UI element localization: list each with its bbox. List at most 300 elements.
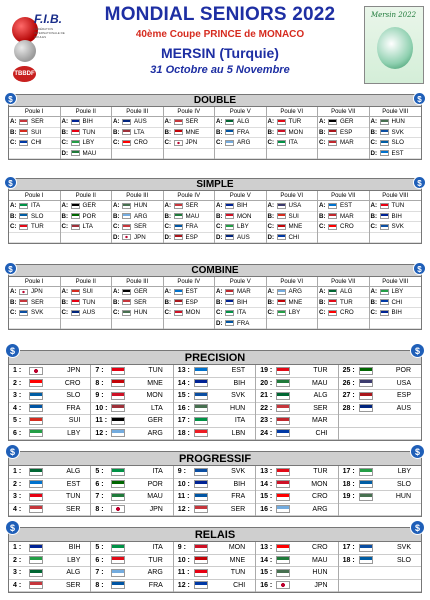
flag-icon-chi [19, 140, 28, 146]
pool-row-letter: C: [216, 309, 223, 317]
pool-row [9, 212, 60, 223]
pool-row [9, 117, 60, 128]
pool-row [318, 212, 369, 223]
flag-icon-ita [19, 203, 28, 209]
pools-grid [9, 191, 421, 243]
pool-row-country: MNE [288, 298, 303, 306]
pool-row-country: ARG [288, 288, 302, 296]
pool-row [164, 128, 215, 139]
dollar-badge-icon: $ [5, 343, 20, 358]
page-title: MONDIAL SENIORS 2022 [104, 4, 336, 25]
pool-row [370, 298, 422, 309]
list-row-number: 25 : [342, 367, 355, 375]
pool-row-country: MNE [288, 223, 303, 231]
flag-icon-aus [359, 404, 373, 412]
pools-grid [9, 277, 421, 329]
list-row-country: ALG [66, 468, 81, 476]
pool-row-country: SUI [82, 288, 93, 296]
pool-row-letter: B: [10, 298, 17, 306]
flag-icon-jpn [276, 581, 290, 589]
list-row [91, 479, 172, 492]
flag-icon-usa [359, 379, 373, 387]
list-row [174, 390, 255, 403]
pool-row-letter: A: [216, 118, 223, 126]
pool-row-country: BIH [237, 202, 248, 210]
flag-icon-ser [19, 119, 28, 125]
flag-icon-bih [29, 544, 43, 552]
pool-column [9, 277, 61, 329]
section-precision [8, 346, 422, 441]
pool-row-country: AUS [134, 118, 147, 126]
pool-row [164, 233, 215, 244]
list-row-country: TUR [313, 367, 328, 375]
list-row-country: SER [230, 505, 246, 513]
pool-row-letter: C: [10, 139, 17, 147]
pool-row-country: CHI [31, 139, 42, 147]
pool-row [61, 138, 112, 149]
flag-icon-tun [71, 129, 80, 135]
pool-row-country: GER [340, 118, 354, 126]
list-row-number: 13 : [260, 544, 273, 552]
pool-row [267, 222, 318, 233]
flag-icon-lby [380, 289, 389, 295]
pool-row-country: ARG [237, 139, 251, 147]
pool-row [9, 138, 60, 149]
list-row-number: 8 : [95, 505, 104, 513]
flag-icon-bih [380, 310, 389, 316]
pool-row [61, 201, 112, 212]
list-row-number: 15 : [260, 569, 273, 577]
list-row-country: ITA [234, 417, 246, 425]
list-row-country: ESP [396, 392, 411, 400]
list-row-number: 3 : [13, 569, 22, 577]
flag-icon-por [71, 213, 80, 219]
pool-row-country: SVK [31, 309, 44, 317]
pool-row-country: MON [185, 309, 200, 317]
pool-row-letter: B: [61, 128, 69, 136]
list-row-number: 20 : [260, 379, 273, 387]
list-row-number: 15 : [260, 493, 273, 501]
list-row-country: AUS [396, 404, 411, 412]
pool-row-country: HUN [134, 202, 148, 210]
pool-row-letter: C: [370, 309, 378, 317]
pool-row [318, 308, 369, 319]
flag-icon-chi [380, 299, 389, 305]
pool-row-country: JPN [134, 233, 146, 241]
mersin-logo-text: Mersin 2022 [371, 11, 417, 19]
pool-row-country: CHI [288, 233, 300, 241]
pool-row-country: SER [134, 298, 147, 306]
pool-row [9, 128, 60, 139]
pool-row-country: SER [185, 202, 199, 210]
pool-row [164, 298, 215, 309]
list-row [174, 428, 255, 441]
flag-icon-ser [19, 299, 28, 305]
flag-icon-mon [225, 213, 234, 219]
list-row [256, 491, 337, 504]
flag-icon-arg [122, 213, 131, 219]
list-row-country: HUN [395, 493, 411, 501]
flag-icon-ser [122, 224, 131, 230]
pool-row-letter: B: [216, 298, 223, 306]
list-row-number: 4 : [13, 581, 22, 589]
list-row [339, 365, 421, 378]
pool-row-country: GER [82, 202, 96, 210]
pool-header: Poule IV [164, 277, 215, 287]
list-column [9, 365, 91, 440]
list-row [9, 466, 90, 479]
flag-icon-est [194, 367, 208, 375]
list-row-country: LBY [67, 556, 81, 564]
pool-row [112, 222, 163, 233]
pool-row-letter: B: [267, 128, 275, 136]
flag-icon-svk [380, 129, 389, 135]
pool-row [267, 201, 318, 212]
pool-row [164, 117, 215, 128]
pool-row-country: FRA [237, 128, 250, 136]
flag-icon-mau [276, 379, 290, 387]
pool-row [318, 287, 369, 298]
list-row-country: LBN [231, 429, 246, 437]
pool-row [215, 138, 266, 149]
flag-icon-cro [328, 310, 337, 316]
pool-row [215, 308, 266, 319]
list-row-number: 10 : [177, 556, 190, 564]
list-row-country: JPN [314, 581, 328, 589]
flag-icon-usa [277, 203, 286, 209]
pool-row [318, 149, 369, 160]
list-column [91, 365, 173, 440]
list-row [9, 555, 90, 568]
flag-icon-ser [29, 581, 43, 589]
list-column [174, 542, 256, 592]
pool-row-country: MNE [185, 128, 200, 136]
pool-column [9, 191, 61, 243]
list-column [339, 466, 421, 516]
list-row [174, 491, 255, 504]
list-row-country: MON [311, 480, 328, 488]
list-row-country: EST [231, 367, 246, 375]
list-row-number: 28 : [342, 404, 355, 412]
pool-row-letter: C: [319, 223, 326, 231]
flag-icon-arg [225, 140, 234, 146]
list-row [256, 567, 337, 580]
list-row-country: POR [147, 480, 163, 488]
list-row-number: 6 : [13, 429, 22, 437]
flag-icon-sui [277, 213, 286, 219]
section-header [9, 179, 421, 191]
flag-icon-lby [29, 556, 43, 564]
pool-row [112, 138, 163, 149]
pool-column [164, 277, 216, 329]
pool-header: Poule VIII [370, 277, 422, 287]
pool-row [215, 128, 266, 139]
pool-row [112, 233, 163, 244]
section-title: COMBINE [191, 265, 239, 276]
list-row-country: SER [65, 505, 81, 513]
pool-row-letter: C: [61, 223, 69, 231]
flag-icon-hun [194, 404, 208, 412]
flag-icon-lta [111, 404, 125, 412]
list-row-country: ARG [147, 429, 163, 437]
list-row-country: SVK [231, 468, 246, 476]
pool-row-country: TUR [31, 223, 44, 231]
flag-icon-chi [277, 234, 286, 240]
pool-row-country: CHI [391, 298, 403, 306]
dollar-badge-icon: $ [410, 444, 425, 459]
pool-row-country: LBY [237, 223, 249, 231]
pool-row [318, 128, 369, 139]
flag-icon-mar [328, 213, 337, 219]
city-subtitle: MERSIN (Turquie) [161, 45, 279, 61]
list-row-number: 27 : [342, 392, 355, 400]
list-row-number: 3 : [13, 392, 22, 400]
flag-icon-tur [276, 367, 290, 375]
list-row-number: 19 : [260, 367, 273, 375]
flag-icon-jpn [111, 505, 125, 513]
flag-icon-svk [359, 544, 373, 552]
pool-column [370, 107, 422, 159]
list-row-country: FRA [231, 493, 246, 501]
list-row-country: ALG [313, 392, 328, 400]
list-row-number: 10 : [177, 480, 190, 488]
list-row-country: FRA [66, 404, 81, 412]
flag-icon-ita [111, 544, 125, 552]
flag-icon-aus [225, 234, 234, 240]
list-row [9, 491, 90, 504]
pool-header: Poule V [215, 191, 266, 201]
pool-row-letter: D: [267, 233, 275, 241]
list-row [339, 390, 421, 403]
section-header [9, 523, 421, 542]
pool-row-letter: C: [216, 139, 223, 147]
pool-row [112, 128, 163, 139]
list-row [91, 403, 172, 416]
pool-row-country: POR [82, 212, 96, 220]
flag-icon-sui [71, 289, 80, 295]
list-row [91, 567, 172, 580]
list-row-country: LTA [150, 404, 163, 412]
list-row-number: 11 : [177, 569, 190, 577]
pool-column [215, 277, 267, 329]
pool-row-letter: C: [113, 223, 120, 231]
flag-icon-fra [225, 129, 234, 135]
pool-row-letter: C: [370, 223, 378, 231]
flag-icon-jpn [174, 140, 183, 146]
pool-row-letter: A: [216, 202, 223, 210]
list-row-number: 12 : [177, 581, 190, 589]
pool-row-country: USA [288, 202, 302, 210]
pool-row-country: EST [340, 202, 353, 210]
pool-row [215, 298, 266, 309]
flag-icon-por [359, 367, 373, 375]
pool-row-letter: A: [370, 202, 378, 210]
pool-header: Poule II [61, 277, 112, 287]
list-row-number: 26 : [342, 379, 355, 387]
pool-row [9, 201, 60, 212]
pool-row-letter: C: [267, 139, 275, 147]
flag-icon-mne [277, 224, 286, 230]
pool-row-letter: A: [164, 202, 172, 210]
list-row-number: 16 : [177, 404, 190, 412]
list-row-country: BIH [233, 480, 246, 488]
list-row-number: 15 : [177, 392, 190, 400]
pool-row [61, 117, 112, 128]
pool-row [112, 287, 163, 298]
list-row-number: 16 : [260, 505, 273, 513]
list-row-country: ARG [312, 505, 328, 513]
flag-icon-tun [71, 299, 80, 305]
pool-row [267, 319, 318, 330]
flag-icon-esp [174, 234, 183, 240]
pool-header: Poule I [9, 107, 60, 117]
flag-icon-est [29, 480, 43, 488]
pool-row-country: HUN [134, 309, 148, 317]
pool-header: Poule II [61, 107, 112, 117]
pool-column [112, 107, 164, 159]
list-column [339, 542, 421, 592]
list-row-country: SVK [396, 544, 411, 552]
pool-row [215, 287, 266, 298]
flag-icon-ita [111, 468, 125, 476]
pool-column [9, 107, 61, 159]
flag-icon-alg [29, 569, 43, 577]
list-row-number: 22 : [260, 404, 273, 412]
flag-icon-ser [174, 119, 183, 125]
flag-icon-svk [19, 310, 28, 316]
section-double [8, 94, 422, 160]
flag-icon-svk [194, 392, 208, 400]
pool-row-country: BIH [237, 298, 248, 306]
list-row-number: 9 : [177, 544, 186, 552]
pool-column [164, 191, 216, 243]
list-row-country: SLO [396, 480, 411, 488]
section-relais [8, 523, 422, 593]
list-row [174, 580, 255, 593]
pool-row [370, 117, 422, 128]
pool-column [112, 191, 164, 243]
flag-icon-hun [276, 569, 290, 577]
pool-row [370, 287, 422, 298]
pool-row [318, 233, 369, 244]
list-row [174, 479, 255, 492]
pool-row [267, 149, 318, 160]
list-row-country: TUR [148, 556, 163, 564]
list-row-number: 4 : [13, 505, 22, 513]
flag-icon-slo [380, 140, 389, 146]
pool-row-country: EST [391, 149, 404, 157]
list-row [339, 403, 421, 416]
list-row-number: 9 : [95, 392, 104, 400]
list-row-number: 17 : [342, 544, 355, 552]
pool-row [9, 222, 60, 233]
pool-row-letter: A: [10, 202, 17, 210]
pool-row-country: SUI [31, 128, 42, 136]
pool-row-letter: A: [319, 288, 326, 296]
pool-row-country: MON [237, 212, 252, 220]
list-row-country: EST [66, 480, 81, 488]
list-row [256, 542, 337, 555]
flag-icon-cro [29, 379, 43, 387]
flag-icon-chi [276, 429, 290, 437]
pool-row-letter: C: [113, 309, 120, 317]
pool-row-country: ESP [185, 233, 198, 241]
pool-row [318, 201, 369, 212]
flag-icon-aus [71, 310, 80, 316]
pool-row [267, 138, 318, 149]
pool-row-letter: B: [267, 212, 275, 220]
list-row [174, 403, 255, 416]
pool-row-country: FRA [185, 223, 198, 231]
flag-icon-alg [225, 119, 234, 125]
list-row-country: MAU [147, 493, 163, 501]
section-title: PROGRESSIF [178, 453, 252, 465]
pool-row-letter: B: [10, 212, 17, 220]
pool-row [215, 117, 266, 128]
flag-icon-tun [29, 493, 43, 501]
flag-icon-esp [328, 129, 337, 135]
list-row [256, 428, 337, 441]
list-row-number: 2 : [13, 556, 22, 564]
list-column [9, 542, 91, 592]
list-row [9, 415, 90, 428]
list-row-country: ALG [66, 569, 81, 577]
list-row-country: SUI [68, 417, 81, 425]
pool-row [61, 298, 112, 309]
pool-row [164, 319, 215, 330]
list-row [339, 466, 421, 479]
flag-icon-slo [29, 392, 43, 400]
list-row-number: 10 : [95, 404, 108, 412]
section-header [9, 447, 421, 466]
pool-row [318, 319, 369, 330]
pool-row [61, 287, 112, 298]
list-row-number: 8 : [95, 379, 104, 387]
list-row [91, 390, 172, 403]
list-row [339, 580, 421, 593]
list-row [339, 504, 421, 517]
list-row-country: CRO [312, 544, 328, 552]
pool-row-letter: D: [216, 319, 223, 327]
flag-icon-slo [359, 556, 373, 564]
list-row-country: MNE [147, 379, 163, 387]
pool-row-letter: B: [319, 212, 326, 220]
list-column [256, 365, 338, 440]
list-row-country: SVK [231, 392, 246, 400]
flag-icon-cro [328, 224, 337, 230]
section-title: DOUBLE [193, 95, 237, 106]
flag-icon-bih [71, 119, 80, 125]
pool-column [370, 277, 422, 329]
list-row-country: CRO [312, 493, 328, 501]
pool-row-letter: C: [319, 309, 326, 317]
pool-row [164, 138, 215, 149]
flag-icon-lby [225, 224, 234, 230]
list-row-number: 7 : [95, 493, 104, 501]
pool-row-letter: A: [216, 288, 223, 296]
list-row-country: LBY [67, 429, 81, 437]
flag-icon-arg [276, 505, 290, 513]
list-row-country: MAU [312, 379, 328, 387]
mersin-2022-logo [364, 6, 424, 84]
pool-column [61, 191, 113, 243]
list-row [339, 479, 421, 492]
list-row [256, 378, 337, 391]
dollar-badge-icon: $ [5, 444, 20, 459]
list-row-number: 1 : [13, 544, 22, 552]
pool-row-letter: A: [164, 288, 172, 296]
pool-column [61, 277, 113, 329]
